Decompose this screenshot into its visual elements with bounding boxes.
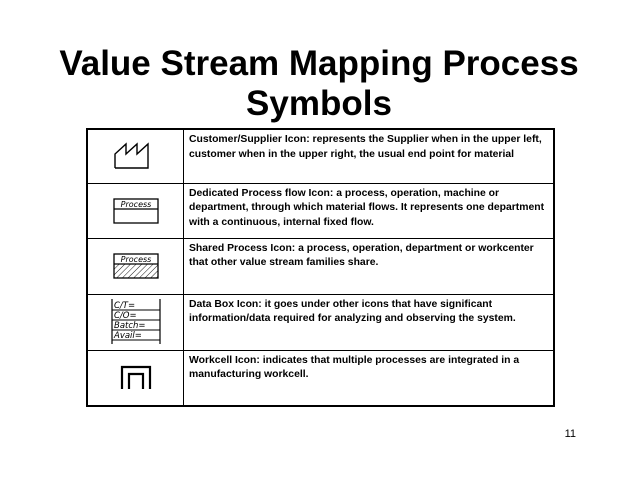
icon-cell bbox=[87, 183, 184, 238]
row-description: Workcell Icon: indicates that multiple processes are integrated in a manufacturing workcell. bbox=[184, 350, 555, 406]
dedicated-process-icon bbox=[113, 198, 159, 224]
table-row bbox=[87, 129, 554, 183]
icon-cell bbox=[87, 238, 184, 294]
data-box-line: C/T= bbox=[113, 301, 135, 311]
icon-cell bbox=[87, 294, 184, 350]
data-box-icon bbox=[111, 298, 161, 346]
icon-cell bbox=[87, 129, 184, 183]
data-box-line: Avail= bbox=[113, 331, 142, 341]
process-icon-label: Process bbox=[120, 255, 151, 264]
process-icon-label: Process bbox=[120, 199, 151, 209]
icon-cell bbox=[87, 350, 184, 406]
page-title bbox=[0, 44, 638, 124]
row-description: Data Box Icon: it goes under other icons that have significant information/data required for analyzing and observing the system. bbox=[184, 294, 555, 350]
title-line-2: Symbols bbox=[246, 84, 392, 123]
row-description: Dedicated Process flow Icon: a process, operation, machine or department, through which material flows. It represents one department with a continuous, internal fixed flow. bbox=[184, 183, 555, 238]
data-box-line: Batch= bbox=[113, 321, 146, 331]
page-number: 11 bbox=[564, 428, 576, 440]
workcell-icon bbox=[120, 365, 152, 391]
symbols-table bbox=[86, 128, 555, 407]
table-row bbox=[87, 183, 554, 238]
shared-process-icon bbox=[113, 253, 159, 279]
row-description: Customer/Supplier Icon: represents the Supplier when in the upper left, customer when in the upper right, the usual end point for material bbox=[184, 129, 555, 183]
table-row bbox=[87, 350, 554, 406]
table-row bbox=[87, 238, 554, 294]
title-line-1: Value Stream Mapping Process bbox=[59, 44, 579, 83]
factory-icon bbox=[113, 142, 159, 170]
data-box-line: C/O= bbox=[113, 311, 137, 321]
table-row bbox=[87, 294, 554, 350]
row-description: Shared Process Icon: a process, operation, department or workcenter that other value stream families share. bbox=[184, 238, 555, 294]
